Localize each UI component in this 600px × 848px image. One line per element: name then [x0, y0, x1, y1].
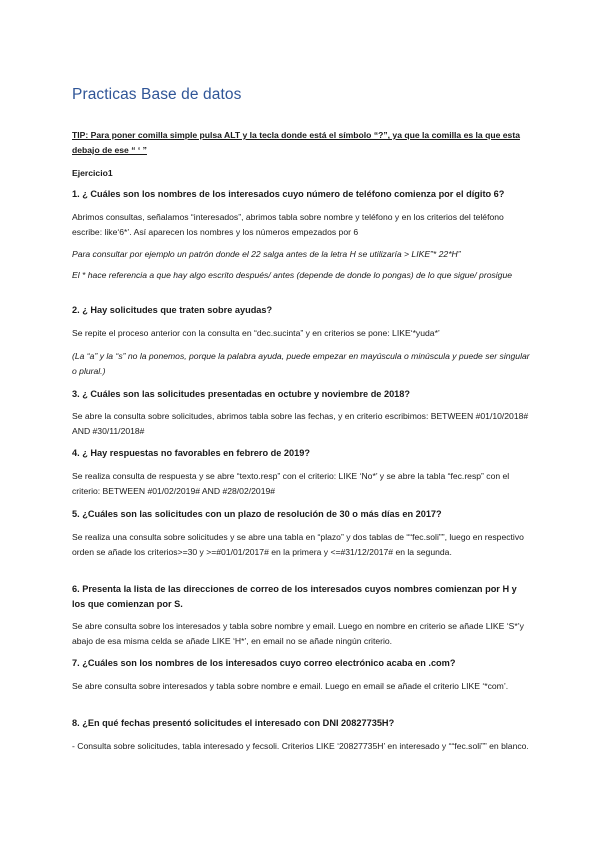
question-1: 1. ¿ Cuáles son los nombres de los interesados cuyo número de teléfono comienza por el dígito 6? [72, 189, 505, 199]
exercise-heading: Ejercicio1 [72, 168, 113, 178]
answer-8: - Consulta sobre solicitudes, tabla interesado y fecsoli. Criterios LIKE ‘20827735H’ en interesado y ““fec.soli”” en blanco. [72, 741, 529, 751]
question-8: 8. ¿En qué fechas presentó solicitudes el interesado con DNI 20827735H? [72, 718, 395, 728]
question-4: 4. ¿ Hay respuestas no favorables en febrero de 2019? [72, 448, 310, 458]
note-2: (La “a” y la “s” no la ponemos, porque la palabra ayuda, puede empezar en mayúscula o minúscula y puede ser singular o plural.) [72, 351, 530, 376]
note-1a: Para consultar por ejemplo un patrón donde el 22 salga antes de la letra H se utilizaría > LIKE”* 22*H” [72, 249, 461, 259]
note-1b: El * hace referencia a que hay algo escrito después/ antes (depende de donde lo pongas) de lo que sigue/ prosigue [72, 270, 513, 280]
question-3: 3. ¿ Cuáles son las solicitudes presentadas en octubre y noviembre de 2018? [72, 389, 411, 399]
question-6: 6. Presenta la lista de las direcciones de correo de los interesados cuyos nombres comienzan por H y los que comienzan por S. [72, 584, 517, 609]
answer-6: Se abre consulta sobre los interesados y tabla sobre nombre y email. Luego en nombre en criterio se añade LIKE ‘S*’y abajo de esa misma celda se añade LIKE ‘H*’, en email no se añade ningún criterio. [72, 621, 524, 646]
answer-5: Se realiza una consulta sobre solicitudes y se abre una tabla en “plazo” y dos tablas de ““fec.soli””, luego en respectivo orden se añade los criterios>=30 y >=#01/01/2017# en la primera y <=#31/12/2017# en la segunda. [72, 532, 524, 557]
question-5: 5. ¿Cuáles son las solicitudes con un plazo de resolución de 30 o más días en 2017? [72, 509, 442, 519]
answer-7: Se abre consulta sobre interesados y tabla sobre nombre e email. Luego en email se añade el criterio LIKE ‘*com’. [72, 681, 509, 691]
answer-3: Se abre la consulta sobre solicitudes, abrimos tabla sobre las fechas, y en criterio escribimos: BETWEEN #01/10/2018# AND #30/11/2018# [72, 411, 529, 436]
tip-text: TIP: Para poner comilla simple pulsa ALT y la tecla donde está el símbolo “?”, ya que la comilla es la que esta debajo de ese “ ‘ ” [72, 130, 520, 155]
page-title: Practicas Base de datos [72, 86, 242, 103]
answer-1: Abrimos consultas, señalamos “interesados”, abrimos tabla sobre nombre y teléfono y en los criterios del teléfono escribe: like‘6*’. Así aparecen los nombres y los números empezados por 6 [72, 212, 504, 237]
question-7: 7. ¿Cuáles son los nombres de los interesados cuyo correo electrónico acaba en .com? [72, 658, 456, 668]
answer-4: Se realiza consulta de respuesta y se abre “texto.resp” con el criterio: LIKE ‘No*’ y se abre la tabla “fec.resp” con el criterio: BETWEEN #01/02/2019# AND #28/02/2019# [72, 471, 510, 496]
question-2: 2. ¿ Hay solicitudes que traten sobre ayudas? [72, 305, 273, 315]
answer-2: Se repite el proceso anterior con la consulta en “dec.sucinta” y en criterios se pone: LIKE‘*yuda*’ [72, 328, 440, 338]
